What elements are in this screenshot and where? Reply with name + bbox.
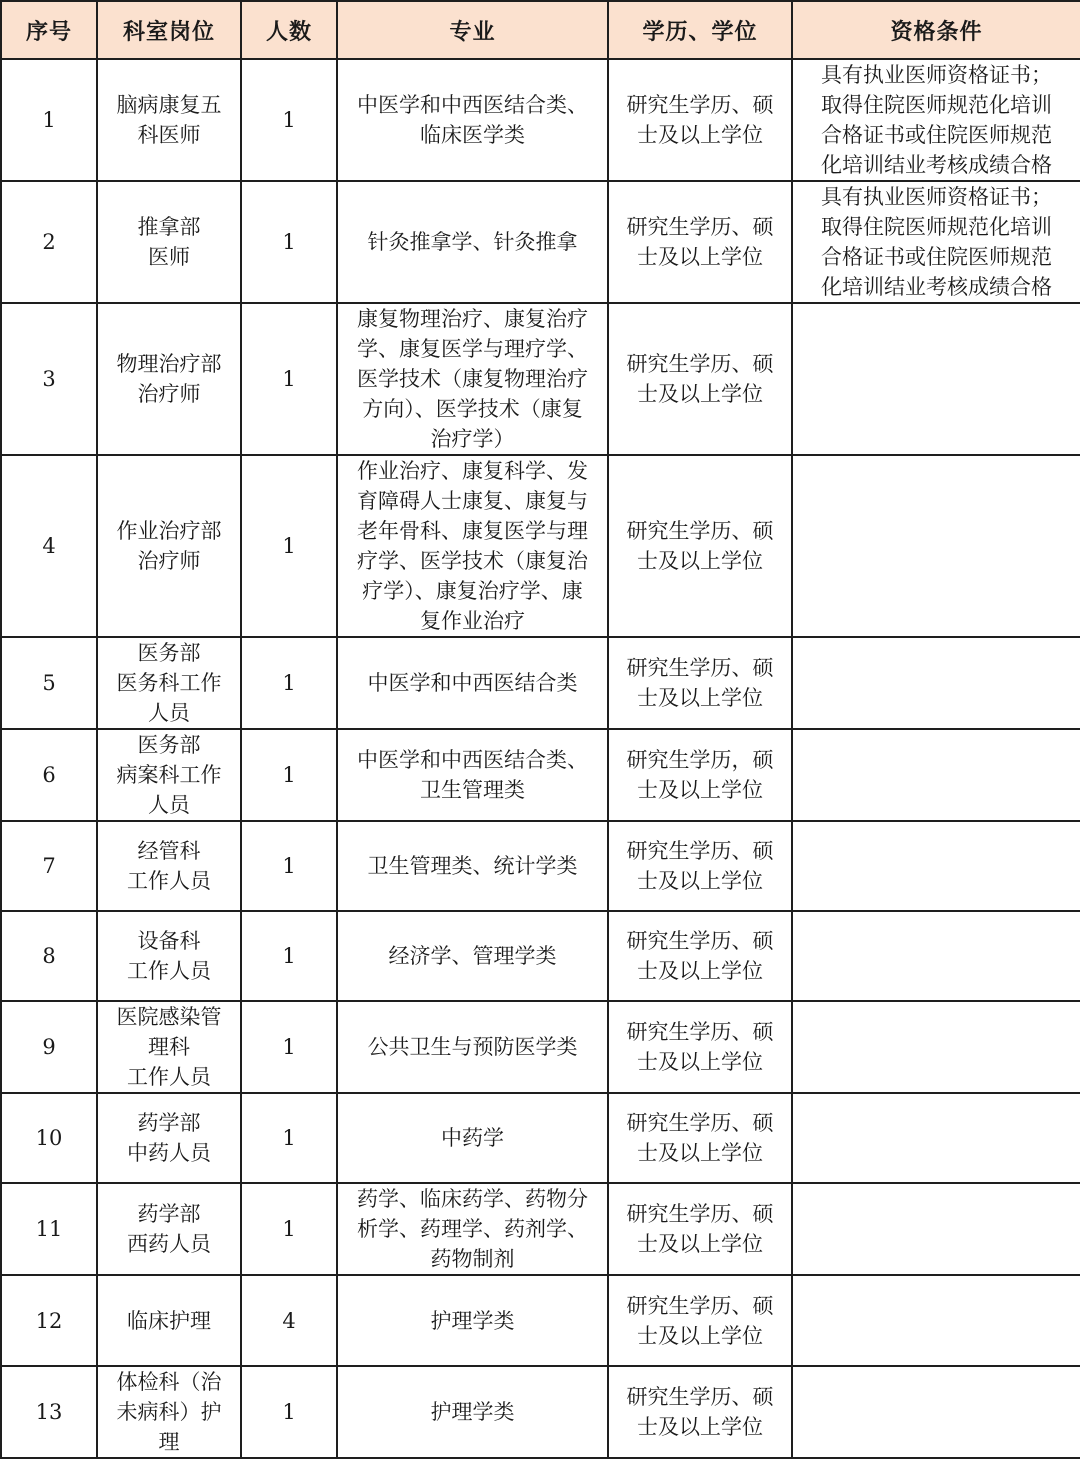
cell-dept-line: 设备科 bbox=[137, 929, 201, 953]
cell-degree-line: 士及以上学位 bbox=[637, 245, 763, 269]
cell-major bbox=[337, 911, 608, 1001]
cell-major-line: 护理学类 bbox=[430, 1400, 515, 1424]
cell-degree bbox=[608, 455, 792, 637]
cell-dept-line: 推拿部 bbox=[137, 215, 201, 239]
cell-major-line: 公共卫生与预防医学类 bbox=[367, 1035, 578, 1059]
cell-dept bbox=[97, 1366, 241, 1458]
cell-count: 1 bbox=[241, 303, 337, 455]
cell-qualification bbox=[792, 1093, 1080, 1183]
cell-major-line: 针灸推拿学、针灸推拿 bbox=[367, 230, 578, 254]
cell-dept bbox=[97, 455, 241, 637]
table-row bbox=[1, 181, 1080, 303]
cell-dept-line: 治疗师 bbox=[137, 382, 201, 406]
cell-qualification-line: 具有执业医师资格证书； bbox=[821, 63, 1052, 87]
cell-dept-line: 工作人员 bbox=[127, 1065, 211, 1089]
cell-major bbox=[337, 59, 608, 181]
cell-dept-line: 人员 bbox=[148, 701, 190, 725]
table-row bbox=[1, 303, 1080, 455]
cell-seq: 4 bbox=[1, 455, 97, 637]
cell-dept-line: 科医师 bbox=[137, 123, 201, 147]
table-row bbox=[1, 1275, 1080, 1366]
cell-major-line: 康复物理治疗、康复治疗 bbox=[357, 307, 588, 331]
cell-major-line: 作业治疗、康复科学、发 bbox=[357, 459, 588, 483]
cell-degree-line: 士及以上学位 bbox=[637, 1050, 763, 1074]
cell-dept-line: 体检科（治 bbox=[116, 1370, 222, 1394]
cell-seq: 12 bbox=[1, 1275, 97, 1366]
table-row bbox=[1, 59, 1080, 181]
cell-degree bbox=[608, 1275, 792, 1366]
table-row bbox=[1, 821, 1080, 911]
table-body bbox=[1, 59, 1080, 1458]
cell-qualification-line: 化培训结业考核成绩合格 bbox=[821, 153, 1052, 177]
cell-qualification bbox=[792, 59, 1080, 181]
cell-dept bbox=[97, 911, 241, 1001]
cell-major bbox=[337, 1001, 608, 1093]
cell-degree-line: 研究生学历、硕 bbox=[626, 839, 774, 863]
cell-dept-line: 医务部 bbox=[137, 733, 201, 757]
cell-major-line: 学、康复医学与理疗学、 bbox=[357, 337, 588, 361]
header-major: 专业 bbox=[337, 1, 608, 59]
cell-dept-line: 中药人员 bbox=[127, 1141, 211, 1165]
cell-qualification bbox=[792, 729, 1080, 821]
cell-major-line: 中医学和中西医结合类、 bbox=[357, 93, 588, 117]
cell-major-line: 中药学 bbox=[441, 1126, 504, 1150]
cell-major-line: 老年骨科、康复医学与理 bbox=[357, 519, 588, 543]
cell-degree-line: 士及以上学位 bbox=[637, 123, 763, 147]
cell-count: 1 bbox=[241, 59, 337, 181]
cell-degree-line: 研究生学历、硕 bbox=[626, 1385, 774, 1409]
cell-dept-line: 药学部 bbox=[137, 1202, 201, 1226]
cell-degree-line: 士及以上学位 bbox=[637, 1232, 763, 1256]
table-row bbox=[1, 455, 1080, 637]
cell-major bbox=[337, 303, 608, 455]
cell-dept-line: 工作人员 bbox=[127, 959, 211, 983]
cell-major bbox=[337, 821, 608, 911]
cell-major-line: 治疗学） bbox=[430, 427, 515, 451]
cell-seq: 11 bbox=[1, 1183, 97, 1275]
cell-seq: 9 bbox=[1, 1001, 97, 1093]
cell-degree-line: 研究生学历，硕 bbox=[626, 748, 774, 772]
cell-qualification-line: 合格证书或住院医师规范 bbox=[821, 245, 1052, 269]
cell-dept-line: 治疗师 bbox=[137, 549, 201, 573]
cell-seq: 8 bbox=[1, 911, 97, 1001]
cell-major-line: 卫生管理类 bbox=[420, 778, 525, 802]
cell-dept-line: 医院感染管 bbox=[116, 1005, 222, 1029]
cell-dept-line: 医务科工作 bbox=[116, 671, 222, 695]
cell-major-line: 临床医学类 bbox=[420, 123, 525, 147]
cell-major-line: 复作业治疗 bbox=[420, 609, 525, 633]
cell-dept bbox=[97, 303, 241, 455]
cell-degree bbox=[608, 1001, 792, 1093]
cell-degree-line: 研究生学历、硕 bbox=[626, 1202, 774, 1226]
cell-qualification bbox=[792, 455, 1080, 637]
cell-major bbox=[337, 1366, 608, 1458]
cell-degree bbox=[608, 911, 792, 1001]
cell-major-line: 中医学和中西医结合类 bbox=[367, 671, 578, 695]
cell-dept bbox=[97, 1001, 241, 1093]
cell-degree-line: 研究生学历、硕 bbox=[626, 215, 774, 239]
cell-qualification-line: 取得住院医师规范化培训 bbox=[821, 93, 1052, 117]
cell-qualification bbox=[792, 821, 1080, 911]
cell-degree-line: 士及以上学位 bbox=[637, 686, 763, 710]
cell-degree-line: 士及以上学位 bbox=[637, 959, 763, 983]
cell-count: 1 bbox=[241, 729, 337, 821]
cell-dept bbox=[97, 821, 241, 911]
cell-degree-line: 士及以上学位 bbox=[637, 382, 763, 406]
cell-dept bbox=[97, 637, 241, 729]
cell-count: 4 bbox=[241, 1275, 337, 1366]
cell-major-line: 药物制剂 bbox=[430, 1247, 515, 1271]
cell-major-line: 析学、药理学、药剂学、 bbox=[357, 1217, 588, 1241]
header-qualification: 资格条件 bbox=[792, 1, 1080, 59]
header-count: 人数 bbox=[241, 1, 337, 59]
cell-dept bbox=[97, 1093, 241, 1183]
cell-count: 1 bbox=[241, 1093, 337, 1183]
cell-dept-line: 工作人员 bbox=[127, 869, 211, 893]
cell-dept bbox=[97, 1183, 241, 1275]
cell-degree bbox=[608, 637, 792, 729]
cell-qualification bbox=[792, 303, 1080, 455]
header-degree: 学历、学位 bbox=[608, 1, 792, 59]
cell-major bbox=[337, 1183, 608, 1275]
cell-qualification-line: 化培训结业考核成绩合格 bbox=[821, 275, 1052, 299]
cell-major-line: 药学、临床药学、药物分 bbox=[357, 1187, 588, 1211]
cell-degree bbox=[608, 821, 792, 911]
cell-degree bbox=[608, 1183, 792, 1275]
cell-degree-line: 研究生学历、硕 bbox=[626, 1111, 774, 1135]
cell-degree bbox=[608, 303, 792, 455]
table-row bbox=[1, 1183, 1080, 1275]
cell-major-line: 疗学）、康复治疗学、康 bbox=[362, 579, 583, 603]
cell-dept-line: 病案科工作 bbox=[116, 763, 222, 787]
cell-dept-line: 人员 bbox=[148, 793, 190, 817]
cell-count: 1 bbox=[241, 1183, 337, 1275]
cell-dept bbox=[97, 181, 241, 303]
cell-qualification-line: 具有执业医师资格证书； bbox=[821, 185, 1052, 209]
cell-dept-line: 未病科）护 bbox=[116, 1400, 222, 1424]
cell-seq: 10 bbox=[1, 1093, 97, 1183]
cell-major-line: 育障碍人士康复、康复与 bbox=[357, 489, 588, 513]
table-row bbox=[1, 637, 1080, 729]
cell-degree-line: 士及以上学位 bbox=[637, 549, 763, 573]
cell-count: 1 bbox=[241, 637, 337, 729]
cell-qualification-line: 取得住院医师规范化培训 bbox=[821, 215, 1052, 239]
table-row bbox=[1, 1001, 1080, 1093]
cell-degree bbox=[608, 1366, 792, 1458]
cell-seq: 1 bbox=[1, 59, 97, 181]
cell-seq: 6 bbox=[1, 729, 97, 821]
cell-degree-line: 研究生学历、硕 bbox=[626, 1020, 774, 1044]
cell-major-line: 方向）、医学技术（康复 bbox=[362, 397, 583, 421]
cell-degree-line: 士及以上学位 bbox=[637, 1323, 763, 1348]
table-row bbox=[1, 1093, 1080, 1183]
cell-qualification bbox=[792, 1001, 1080, 1093]
cell-degree-line: 士及以上学位 bbox=[637, 1415, 763, 1439]
cell-count: 1 bbox=[241, 455, 337, 637]
cell-major bbox=[337, 637, 608, 729]
cell-major-line: 卫生管理类、统计学类 bbox=[367, 854, 578, 878]
cell-count: 1 bbox=[241, 1366, 337, 1458]
cell-seq: 13 bbox=[1, 1366, 97, 1458]
cell-degree-line: 研究生学历、硕 bbox=[626, 352, 774, 376]
cell-dept-line: 西药人员 bbox=[127, 1232, 211, 1256]
table-row bbox=[1, 911, 1080, 1001]
cell-dept-line: 脑病康复五 bbox=[116, 93, 222, 117]
cell-dept-line: 理 bbox=[158, 1430, 180, 1454]
cell-count: 1 bbox=[241, 911, 337, 1001]
cell-degree bbox=[608, 59, 792, 181]
cell-degree-line: 研究生学历、硕 bbox=[626, 519, 774, 543]
cell-qualification bbox=[792, 181, 1080, 303]
cell-seq: 7 bbox=[1, 821, 97, 911]
cell-count: 1 bbox=[241, 821, 337, 911]
cell-dept bbox=[97, 729, 241, 821]
cell-degree bbox=[608, 181, 792, 303]
cell-dept-line: 医师 bbox=[148, 245, 190, 269]
cell-major bbox=[337, 455, 608, 637]
table-row bbox=[1, 729, 1080, 821]
cell-major bbox=[337, 729, 608, 821]
cell-dept-line: 医务部 bbox=[137, 641, 201, 665]
cell-qualification-line: 合格证书或住院医师规范 bbox=[821, 123, 1052, 147]
cell-seq: 2 bbox=[1, 181, 97, 303]
cell-dept-line: 经管科 bbox=[137, 839, 201, 863]
cell-degree-line: 士及以上学位 bbox=[637, 1141, 763, 1165]
cell-qualification bbox=[792, 637, 1080, 729]
cell-dept-line: 物理治疗部 bbox=[116, 352, 222, 376]
cell-degree-line: 研究生学历、硕 bbox=[626, 93, 774, 117]
cell-degree-line: 研究生学历、硕 bbox=[626, 929, 774, 953]
table-row bbox=[1, 1366, 1080, 1458]
cell-qualification bbox=[792, 1275, 1080, 1366]
cell-degree bbox=[608, 1093, 792, 1183]
cell-degree-line: 士及以上学位 bbox=[637, 869, 763, 893]
cell-dept bbox=[97, 59, 241, 181]
cell-major-line: 中医学和中西医结合类、 bbox=[357, 748, 588, 772]
cell-major bbox=[337, 1093, 608, 1183]
cell-degree bbox=[608, 729, 792, 821]
cell-dept-line: 药学部 bbox=[137, 1111, 201, 1135]
cell-major-line: 护理学类 bbox=[430, 1308, 515, 1333]
cell-qualification bbox=[792, 1366, 1080, 1458]
cell-qualification bbox=[792, 911, 1080, 1001]
cell-dept-line: 作业治疗部 bbox=[116, 519, 222, 543]
header-row bbox=[1, 1, 1080, 59]
cell-major bbox=[337, 181, 608, 303]
cell-dept-line: 理科 bbox=[148, 1035, 190, 1059]
cell-seq: 3 bbox=[1, 303, 97, 455]
cell-count: 1 bbox=[241, 181, 337, 303]
cell-dept bbox=[97, 1275, 241, 1366]
cell-seq: 5 bbox=[1, 637, 97, 729]
cell-dept-line: 临床护理 bbox=[127, 1308, 211, 1333]
cell-major-line: 经济学、管理学类 bbox=[388, 944, 557, 968]
cell-major-line: 医学技术（康复物理治疗 bbox=[357, 367, 588, 391]
cell-degree-line: 研究生学历、硕 bbox=[626, 656, 774, 680]
header-dept: 科室岗位 bbox=[97, 1, 241, 59]
cell-major-line: 疗学、医学技术（康复治 bbox=[357, 549, 588, 573]
cell-major bbox=[337, 1275, 608, 1366]
cell-degree-line: 士及以上学位 bbox=[637, 778, 763, 802]
cell-qualification bbox=[792, 1183, 1080, 1275]
cell-degree-line: 研究生学历、硕 bbox=[626, 1293, 774, 1318]
header-seq: 序号 bbox=[1, 1, 97, 59]
cell-count: 1 bbox=[241, 1001, 337, 1093]
